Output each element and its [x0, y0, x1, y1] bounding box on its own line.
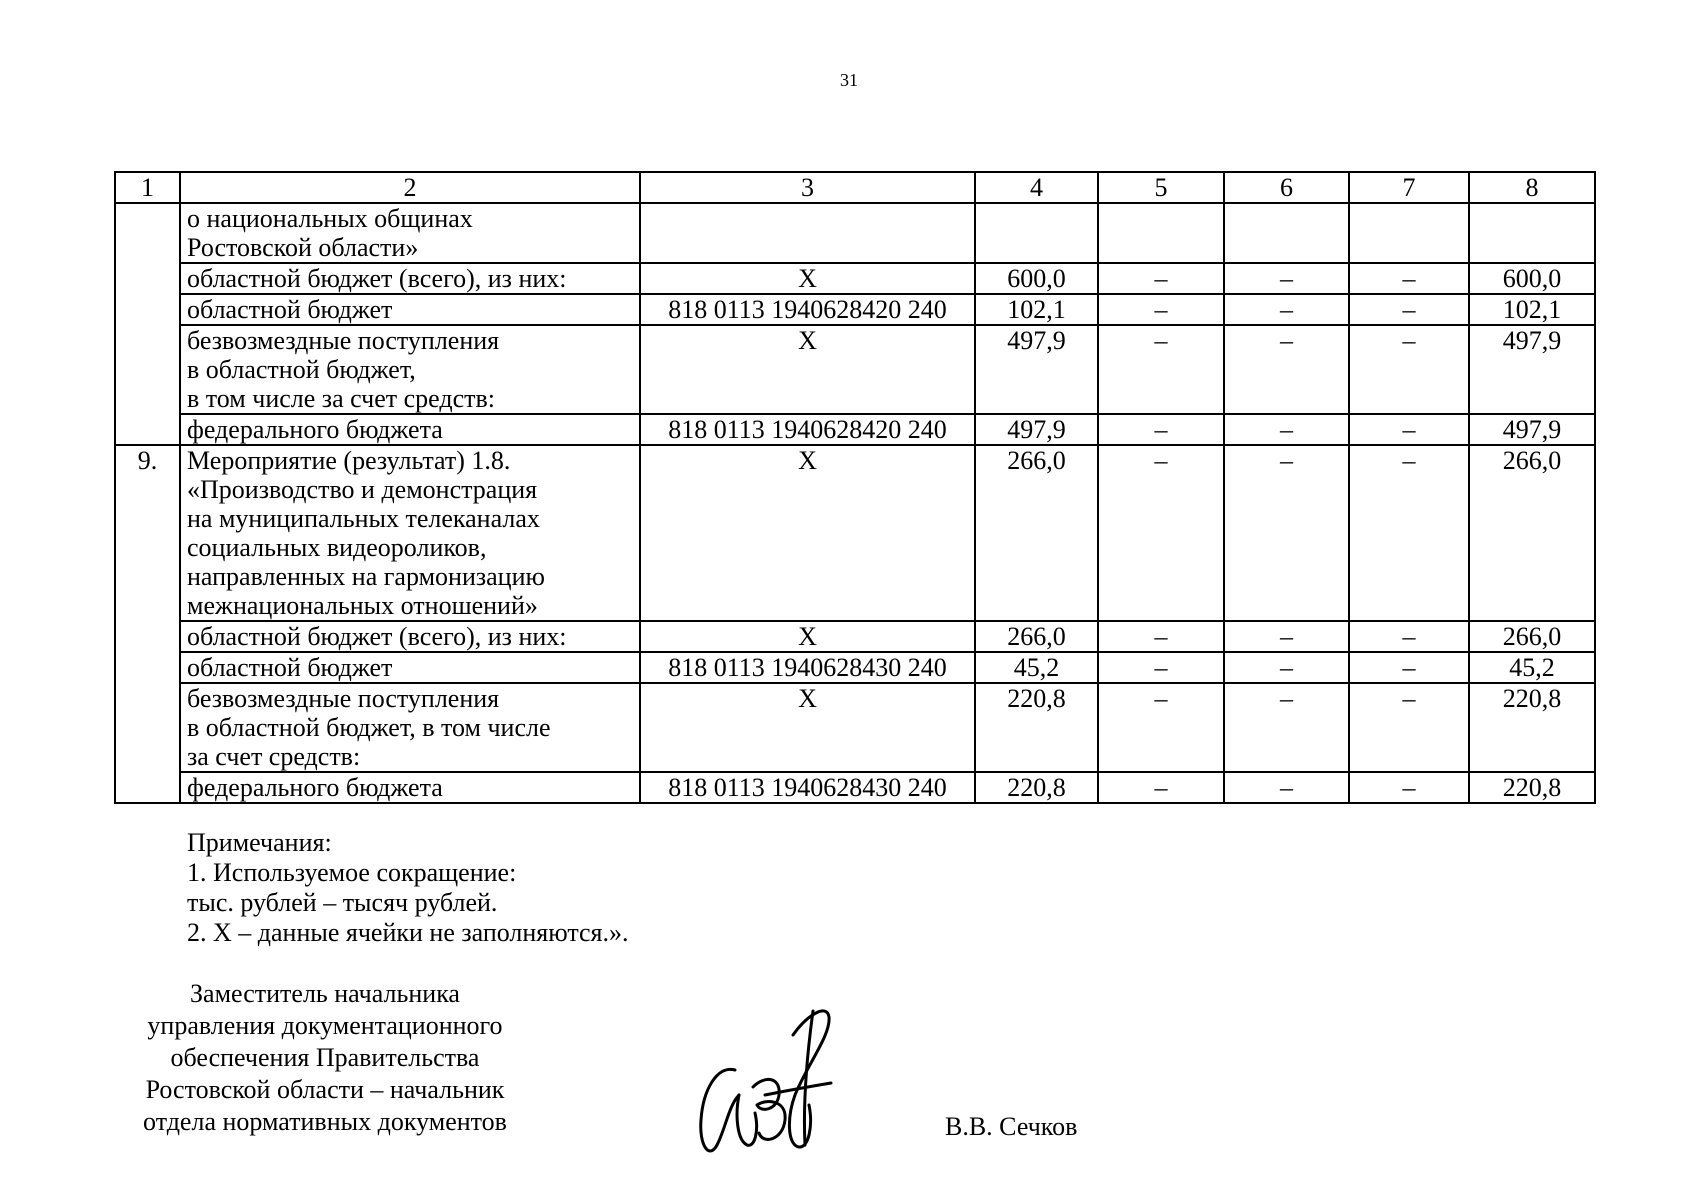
header-cell: 2: [180, 172, 640, 203]
value-cell-5: –: [1098, 683, 1224, 772]
table-row: [115, 621, 1595, 652]
value-cell-6: –: [1224, 294, 1349, 325]
table-row: [115, 683, 1595, 772]
code-cell: 818 0113 1940628430 240: [640, 772, 975, 803]
value-cell-8: 102,1: [1469, 294, 1595, 325]
header-cell: 4: [975, 172, 1098, 203]
code-cell: 818 0113 1940628430 240: [640, 652, 975, 683]
description-cell: о национальных общинах Ростовской области»: [180, 203, 640, 263]
value-cell-7: –: [1349, 445, 1469, 621]
description-cell: безвозмездные поступления в областной бюджет, в том числе за счет средств:: [180, 683, 640, 772]
note-line: 2. Х – данные ячейки не заполняются.».: [187, 918, 629, 947]
description-cell: безвозмездные поступления в областной бюджет, в том числе за счет средств:: [180, 325, 640, 414]
code-cell: Х: [640, 683, 975, 772]
value-cell-6: –: [1224, 263, 1349, 294]
signatory-title-line: обеспечения Правительства: [170, 1043, 480, 1072]
value-cell-6: –: [1224, 621, 1349, 652]
value-cell-5: –: [1098, 414, 1224, 445]
row-number-cell: [115, 203, 180, 445]
note-line: тыс. рублей – тысяч рублей.: [187, 888, 498, 917]
table-row: [115, 772, 1595, 803]
value-cell-5: –: [1098, 772, 1224, 803]
description-cell: областной бюджет (всего), из них:: [180, 621, 640, 652]
code-cell: Х: [640, 325, 975, 414]
value-cell-8: 497,9: [1469, 325, 1595, 414]
value-cell-5: [1098, 203, 1224, 263]
value-cell-4: 220,8: [975, 772, 1098, 803]
value-cell-6: –: [1224, 652, 1349, 683]
value-cell-4: 600,0: [975, 263, 1098, 294]
description-cell: федерального бюджета: [180, 414, 640, 445]
notes-heading: Примечания:: [187, 828, 332, 857]
value-cell-7: –: [1349, 263, 1469, 294]
value-cell-4: [975, 203, 1098, 263]
value-cell-6: –: [1224, 683, 1349, 772]
value-cell-6: –: [1224, 772, 1349, 803]
header-cell: 5: [1098, 172, 1224, 203]
notes-block: [187, 828, 629, 948]
code-cell: 818 0113 1940628420 240: [640, 294, 975, 325]
value-cell-5: –: [1098, 263, 1224, 294]
value-cell-6: –: [1224, 325, 1349, 414]
value-cell-8: 266,0: [1469, 621, 1595, 652]
code-cell: Х: [640, 263, 975, 294]
value-cell-4: 220,8: [975, 683, 1098, 772]
value-cell-7: –: [1349, 652, 1469, 683]
table-row: [115, 414, 1595, 445]
header-cell: 8: [1469, 172, 1595, 203]
value-cell-7: –: [1349, 294, 1469, 325]
signatory-title-line: Ростовской области – начальник: [145, 1075, 505, 1104]
note-line: 1. Используемое сокращение:: [187, 858, 517, 887]
value-cell-6: –: [1224, 445, 1349, 621]
signatory-title-line: отдела нормативных документов: [143, 1107, 507, 1136]
header-cell: 6: [1224, 172, 1349, 203]
description-cell: Мероприятие (результат) 1.8. «Производство и демонстрация на муниципальных телеканалах социальных видеороликов, направленных на гармонизацию межнациональных отношений»: [180, 445, 640, 621]
value-cell-5: –: [1098, 445, 1224, 621]
description-cell: областной бюджет: [180, 294, 640, 325]
code-cell: Х: [640, 445, 975, 621]
table-row: [115, 203, 1595, 263]
value-cell-7: –: [1349, 772, 1469, 803]
value-cell-6: [1224, 203, 1349, 263]
code-cell: [640, 203, 975, 263]
value-cell-7: [1349, 203, 1469, 263]
header-cell: 3: [640, 172, 975, 203]
value-cell-8: 497,9: [1469, 414, 1595, 445]
table-row: [115, 652, 1595, 683]
table-row: [115, 294, 1595, 325]
budget-table: [114, 171, 1596, 804]
code-cell: 818 0113 1940628420 240: [640, 414, 975, 445]
header-cell: 7: [1349, 172, 1469, 203]
value-cell-8: 600,0: [1469, 263, 1595, 294]
value-cell-4: 266,0: [975, 621, 1098, 652]
value-cell-5: –: [1098, 652, 1224, 683]
value-cell-4: 102,1: [975, 294, 1098, 325]
signatory-title: [100, 978, 550, 1138]
value-cell-8: 45,2: [1469, 652, 1595, 683]
signatory-title-line: управления документационного: [147, 1011, 503, 1040]
value-cell-4: 497,9: [975, 325, 1098, 414]
description-cell: областной бюджет (всего), из них:: [180, 263, 640, 294]
table-header-row: [115, 172, 1595, 203]
value-cell-4: 497,9: [975, 414, 1098, 445]
page-number: 31: [840, 70, 858, 90]
row-number-cell: 9.: [115, 445, 180, 803]
table-row: [115, 325, 1595, 414]
description-cell: федерального бюджета: [180, 772, 640, 803]
value-cell-7: –: [1349, 621, 1469, 652]
table-row: [115, 445, 1595, 621]
header-cell: 1: [115, 172, 180, 203]
description-cell: областной бюджет: [180, 652, 640, 683]
value-cell-5: –: [1098, 325, 1224, 414]
value-cell-5: –: [1098, 621, 1224, 652]
code-cell: Х: [640, 621, 975, 652]
table-row: [115, 263, 1595, 294]
value-cell-4: 266,0: [975, 445, 1098, 621]
value-cell-5: –: [1098, 294, 1224, 325]
value-cell-8: [1469, 203, 1595, 263]
value-cell-6: –: [1224, 414, 1349, 445]
value-cell-4: 45,2: [975, 652, 1098, 683]
handwritten-signature: [695, 995, 850, 1165]
signer-name: В.В. Сечков: [945, 1112, 1078, 1141]
value-cell-8: 266,0: [1469, 445, 1595, 621]
value-cell-8: 220,8: [1469, 772, 1595, 803]
value-cell-8: 220,8: [1469, 683, 1595, 772]
value-cell-7: –: [1349, 325, 1469, 414]
value-cell-7: –: [1349, 414, 1469, 445]
value-cell-7: –: [1349, 683, 1469, 772]
signatory-title-line: Заместитель начальника: [190, 979, 460, 1008]
